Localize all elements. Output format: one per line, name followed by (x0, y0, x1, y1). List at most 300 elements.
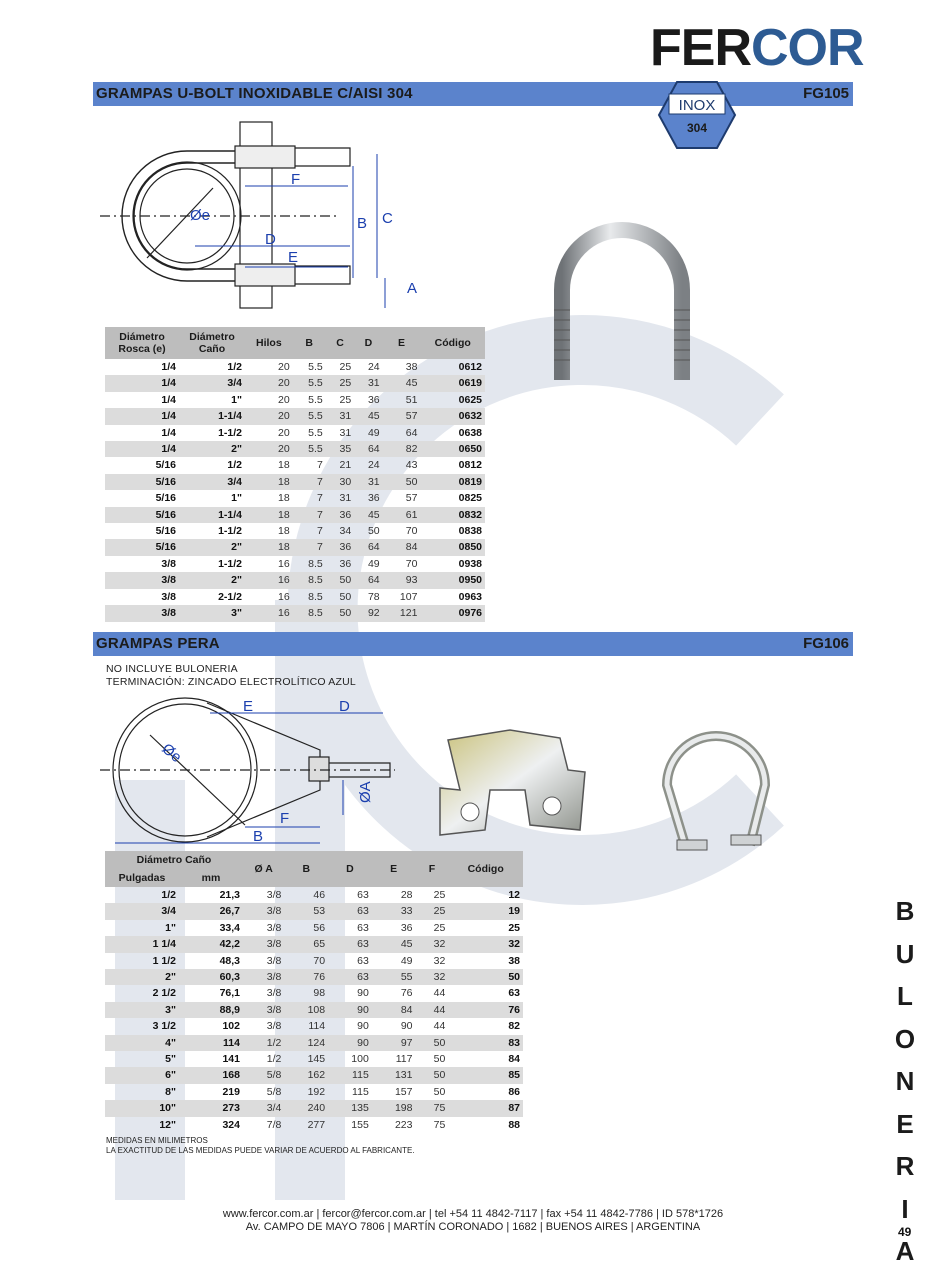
table-cell: 107 (399, 590, 418, 603)
table-cell: 3" (179, 605, 245, 621)
table-cell: 35 (326, 441, 354, 457)
table-cell: 1" (165, 921, 176, 934)
table-cell: 49 (367, 557, 380, 570)
ubolt-diagram (95, 118, 435, 318)
table-cell: 45 (354, 408, 382, 424)
table-cell: 84 (508, 1053, 520, 1066)
table-row (105, 375, 485, 391)
table-cell: 82 (383, 441, 421, 457)
table-cell: 18 (245, 507, 293, 523)
table-cell: 8" (165, 1085, 176, 1098)
table-cell: 2" (179, 572, 245, 588)
col-header: E (383, 327, 421, 359)
table-cell: 25 (326, 375, 354, 391)
table-cell: 3/8 (266, 987, 282, 1000)
table-cell: 57 (405, 492, 418, 505)
ubolt-table (105, 327, 485, 622)
pera-photo-open (430, 710, 590, 840)
note-terminacion: TERMINACIÓN: ZINCADO ELECTROLÍTICO AZUL (106, 676, 356, 688)
table-cell: 3/8 (243, 1002, 284, 1018)
table-cell: 8.5 (293, 572, 326, 588)
table-row (105, 507, 485, 523)
table-cell: 16 (277, 590, 290, 603)
table-row (105, 523, 485, 539)
table-cell: 76 (400, 987, 413, 1000)
table-cell: 64 (354, 539, 382, 555)
dim-F: F (280, 810, 290, 827)
table-cell: 84 (383, 539, 421, 555)
table-cell: 45 (372, 936, 416, 952)
dim-B: B (253, 828, 264, 845)
table-cell: 2" (179, 539, 245, 555)
table-cell: 3/8 (266, 921, 282, 934)
table-cell: 50 (326, 605, 354, 621)
table-cell: 5.5 (308, 393, 323, 406)
table-cell: 277 (307, 1118, 326, 1131)
col-header: D (328, 851, 372, 887)
table-row (105, 1100, 523, 1116)
table-cell: 12 (508, 889, 520, 901)
table-cell: 1/2 (243, 1035, 284, 1051)
pera-photo-closed (655, 675, 785, 865)
table-cell: 7 (293, 539, 326, 555)
table-cell: 102 (222, 1020, 240, 1033)
table-cell: 36 (367, 492, 380, 505)
table-cell: 219 (222, 1085, 240, 1098)
table-cell: 51 (405, 393, 418, 406)
table-cell: 18 (277, 459, 290, 472)
table-cell: 121 (383, 605, 421, 621)
table-cell: 64 (405, 426, 418, 439)
table-cell: 75 (433, 1118, 446, 1131)
table-cell: 1-1/2 (218, 557, 242, 570)
table-cell: 145 (307, 1053, 326, 1066)
dim-B: B (357, 215, 368, 232)
table-cell: 114 (179, 1035, 243, 1051)
table-cell: 90 (328, 1035, 372, 1051)
pera-table (105, 851, 523, 1133)
table-cell: 34 (339, 525, 352, 538)
table-cell: 50 (416, 1035, 449, 1051)
table-row (105, 589, 485, 605)
table-cell: 192 (307, 1085, 326, 1098)
note-no-bulonería: NO INCLUYE BULONERIA (106, 663, 238, 675)
table-row (105, 425, 485, 441)
table-cell: 8.5 (293, 605, 326, 621)
table-cell: 12" (159, 1118, 176, 1131)
table-cell: 60,3 (179, 969, 243, 985)
table-cell: 90 (328, 1002, 372, 1018)
table-cell: 18 (245, 539, 293, 555)
table-cell: 88 (508, 1118, 520, 1131)
table-cell: 46 (313, 889, 326, 901)
table-cell: 90 (357, 987, 369, 1000)
badge-line2: 304 (686, 121, 708, 135)
table-cell: 162 (284, 1067, 328, 1083)
table-cell: 63 (357, 954, 369, 967)
table-cell: 0850 (420, 539, 485, 555)
table-cell: 98 (313, 987, 326, 1000)
table-cell: 20 (245, 408, 293, 424)
table-row (105, 1035, 523, 1051)
table-cell: 53 (284, 903, 328, 919)
footer-address: Av. CAMPO DE MAYO 7806 | MARTÍN CORONADO | 1682 | BUENOS AIRES | ARGENTINA (245, 1221, 701, 1233)
table-cell: 33 (372, 903, 416, 919)
col-header: Código (420, 327, 485, 359)
dim-D: D (339, 698, 350, 715)
table-cell: 5/16 (105, 507, 179, 523)
table-cell: 82 (508, 1020, 520, 1033)
table-cell: 38 (405, 361, 418, 373)
table-cell: 5/16 (155, 492, 176, 505)
table-cell: 223 (394, 1118, 413, 1131)
table-cell: 57 (383, 408, 421, 424)
table-cell: 25 (339, 393, 352, 406)
table-cell: 32 (433, 954, 446, 967)
table-cell: 63 (508, 987, 520, 1000)
table-cell: 0612 (458, 361, 482, 373)
section-header-ubolt (93, 82, 853, 106)
table-cell: 0938 (458, 557, 482, 570)
dim-E: E (243, 698, 254, 715)
table-cell: 1" (231, 393, 242, 406)
table-cell: 44 (416, 1002, 449, 1018)
side-label-buloneria: B U L O N E R I A (894, 896, 916, 1266)
col-header: D (354, 327, 382, 359)
col-header: B (293, 327, 326, 359)
table-cell: 33,4 (219, 921, 240, 934)
table-row (105, 920, 523, 936)
table-cell: 25 (416, 903, 449, 919)
table-cell: 7 (293, 507, 326, 523)
section-title: GRAMPAS PERA (96, 635, 220, 652)
table-cell: 18 (277, 492, 290, 505)
table-cell: 1/4 (161, 426, 176, 439)
table-row (105, 392, 485, 408)
section-code: FG105 (803, 85, 849, 102)
table-cell: 8.5 (308, 557, 323, 570)
table-cell: 5/8 (266, 1085, 282, 1098)
table-cell: 5.5 (308, 426, 323, 439)
table-cell: 64 (354, 441, 382, 457)
table-row (105, 936, 523, 952)
table-cell: 63 (328, 903, 372, 919)
table-cell: 25 (339, 361, 352, 373)
table-cell: 64 (354, 572, 382, 588)
table-cell: 20 (277, 426, 290, 439)
table-cell: 155 (351, 1118, 369, 1131)
table-cell: 1/2 (227, 459, 242, 472)
table-cell: 1-1/4 (179, 507, 245, 523)
table-cell: 50 (367, 525, 380, 538)
col-group-header: Diámetro Caño (105, 851, 243, 869)
table-cell: 18 (277, 525, 290, 538)
table-cell: 50 (326, 572, 354, 588)
section-title: GRAMPAS U-BOLT INOXIDABLE C/AISI 304 (96, 85, 413, 102)
table-cell: 324 (222, 1118, 240, 1131)
table-cell: 0650 (420, 441, 485, 457)
table-cell: 1 1/2 (152, 954, 176, 967)
table-cell: 75 (416, 1100, 449, 1116)
dim-C: C (382, 210, 393, 227)
col-header: F (416, 851, 449, 887)
table-cell: 20 (277, 393, 290, 406)
section-code: FG106 (803, 635, 849, 652)
table-cell: 5.5 (293, 375, 326, 391)
table-cell: 76 (284, 969, 328, 985)
col-header: Ø A (243, 851, 284, 887)
table-cell: 50 (416, 1067, 449, 1083)
table-cell: 0619 (420, 375, 485, 391)
table-row (105, 887, 523, 903)
table-cell: 16 (277, 557, 290, 570)
table-cell: 43 (405, 459, 418, 472)
foot-note-exactitud: LA EXACTITUD DE LAS MEDIDAS PUEDE VARIAR DE ACUERDO AL FABRICANTE. (106, 1146, 415, 1155)
table-cell: 0819 (420, 474, 485, 490)
table-row (105, 605, 485, 621)
dim-diameter: Øe (190, 207, 211, 224)
table-cell: 3/8 (266, 1020, 282, 1033)
table-cell: 87 (448, 1100, 523, 1116)
table-cell: 108 (284, 1002, 328, 1018)
table-cell: 198 (372, 1100, 416, 1116)
table-row (105, 572, 485, 588)
table-cell: 3/8 (105, 605, 179, 621)
table-cell: 63 (357, 889, 369, 901)
table-cell: 124 (284, 1035, 328, 1051)
table-cell: 1/4 (105, 441, 179, 457)
table-cell: 20 (245, 441, 293, 457)
table-cell: 141 (222, 1053, 240, 1066)
table-cell: 1/4 (161, 361, 176, 373)
table-cell: 5/16 (105, 474, 179, 490)
table-cell: 3/8 (105, 572, 179, 588)
table-cell: 84 (372, 1002, 416, 1018)
table-cell: 3/4 (105, 903, 179, 919)
table-cell: 115 (352, 1085, 369, 1098)
dim-E: E (288, 249, 299, 266)
table-row (105, 1018, 523, 1034)
table-cell: 70 (313, 954, 326, 967)
dim-A: A (407, 280, 418, 297)
table-cell: 90 (400, 1020, 413, 1033)
table-cell: 7 (316, 525, 323, 538)
col-header: E (372, 851, 416, 887)
footer-contact: www.fercor.com.ar | fercor@fercor.com.ar | tel +54 11 4842-7117 | fax +54 11 4842-7786 | ID 578*1726 (222, 1208, 724, 1220)
table-cell: 10" (105, 1100, 179, 1116)
table-cell: 5/8 (243, 1067, 284, 1083)
table-cell: 36 (326, 507, 354, 523)
foot-note-medidas: MEDIDAS EN MILIMETROS (106, 1136, 208, 1145)
inox-304-badge (657, 80, 737, 150)
table-cell: 55 (372, 969, 416, 985)
table-cell: 3 1/2 (152, 1020, 176, 1033)
table-cell: 50 (383, 474, 421, 490)
dim-D: D (265, 231, 276, 248)
dim-A: ØA (357, 781, 374, 803)
table-cell: 36 (326, 539, 354, 555)
table-cell: 1/4 (105, 408, 179, 424)
col-subheader: mm (179, 869, 243, 887)
table-cell: 3/4 (179, 375, 245, 391)
table-cell: 1 1/4 (105, 936, 179, 952)
table-cell: 31 (326, 408, 354, 424)
table-cell: 97 (372, 1035, 416, 1051)
ubolt-photo (540, 210, 710, 395)
table-cell: 0632 (420, 408, 485, 424)
table-cell: 88,9 (179, 1002, 243, 1018)
col-subheader: Pulgadas (105, 869, 179, 887)
table-cell: 31 (354, 474, 382, 490)
table-cell: 1-1/2 (218, 525, 242, 538)
table-cell: 90 (357, 1020, 369, 1033)
table-cell: 36 (367, 393, 380, 406)
table-cell: 38 (508, 954, 520, 967)
table-cell: 92 (354, 605, 382, 621)
table-row (105, 490, 485, 506)
table-cell: 3" (105, 1002, 179, 1018)
table-cell: 44 (433, 987, 446, 1000)
table-row (105, 1117, 523, 1133)
dim-diameter: Øe (158, 740, 185, 767)
fercor-logo: FERCOR (650, 19, 864, 77)
table-cell: 32 (448, 936, 523, 952)
table-cell: 56 (313, 921, 326, 934)
col-header: Código (448, 851, 523, 887)
table-cell: 1-1/4 (179, 408, 245, 424)
table-cell: 5.5 (308, 361, 323, 373)
table-cell: 31 (339, 492, 352, 505)
table-cell: 117 (395, 1053, 413, 1066)
table-cell: 5/16 (155, 459, 176, 472)
table-cell: 63 (357, 921, 369, 934)
table-cell: 26,7 (179, 903, 243, 919)
table-cell: 61 (383, 507, 421, 523)
table-cell: 0625 (458, 393, 482, 406)
table-cell: 7/8 (266, 1118, 282, 1131)
table-cell: 45 (354, 507, 382, 523)
table-cell: 5.5 (293, 408, 326, 424)
table-cell: 157 (394, 1085, 413, 1098)
table-row (105, 1002, 523, 1018)
table-cell: 1/2 (266, 1053, 282, 1066)
table-cell: 3/4 (179, 474, 245, 490)
table-row (105, 1051, 523, 1067)
table-cell: 0832 (420, 507, 485, 523)
table-cell: 20 (245, 375, 293, 391)
table-cell: 36 (400, 921, 413, 934)
table-cell: 65 (284, 936, 328, 952)
table-cell: 21 (339, 459, 352, 472)
table-cell: 25 (433, 921, 446, 934)
table-cell: 83 (448, 1035, 523, 1051)
table-cell: 25 (508, 921, 520, 934)
table-cell: 70 (405, 525, 418, 538)
table-cell: 32 (416, 969, 449, 985)
table-cell: 31 (354, 375, 382, 391)
table-row (105, 457, 485, 473)
table-cell: 2" (179, 441, 245, 457)
table-cell: 8.5 (308, 590, 323, 603)
table-row (105, 969, 523, 985)
table-cell: 1/2 (161, 889, 176, 901)
table-cell: 76 (448, 1002, 523, 1018)
table-cell: 50 (433, 1085, 446, 1098)
table-cell: 1-1/2 (218, 426, 242, 439)
table-row (105, 1067, 523, 1083)
table-cell: 2" (105, 969, 179, 985)
table-cell: 3/8 (161, 557, 176, 570)
table-row (105, 474, 485, 490)
table-cell: 48,3 (219, 954, 240, 967)
col-header: Hilos (245, 327, 293, 359)
table-row (105, 985, 523, 1001)
col-header: Diámetro Rosca (e) (105, 327, 179, 359)
table-cell: 5/16 (105, 539, 179, 555)
table-cell: 50 (433, 1053, 446, 1066)
dim-F: F (291, 171, 301, 188)
table-cell: 7 (316, 459, 323, 472)
badge-line1: INOX (678, 97, 716, 114)
table-cell: 240 (284, 1100, 328, 1116)
table-cell: 3/8 (266, 954, 282, 967)
table-row (105, 359, 485, 375)
table-cell: 5" (165, 1053, 176, 1066)
table-cell: 1/4 (161, 393, 176, 406)
table-cell: 63 (328, 969, 372, 985)
table-cell: 93 (383, 572, 421, 588)
table-cell: 100 (351, 1053, 369, 1066)
table-cell: 7 (293, 474, 326, 490)
table-cell: 114 (308, 1020, 326, 1033)
table-cell: 32 (416, 936, 449, 952)
table-cell: 3/8 (243, 903, 284, 919)
table-cell: 0950 (420, 572, 485, 588)
table-row (105, 953, 523, 969)
table-cell: 3/8 (243, 936, 284, 952)
table-cell: 3/8 (266, 889, 282, 901)
table-cell: 19 (448, 903, 523, 919)
table-cell: 16 (245, 605, 293, 621)
table-cell: 168 (179, 1067, 243, 1083)
table-cell: 3/4 (243, 1100, 284, 1116)
table-cell: 85 (448, 1067, 523, 1083)
table-row (105, 903, 523, 919)
table-cell: 49 (400, 954, 413, 967)
table-cell: 63 (328, 936, 372, 952)
table-cell: 78 (367, 590, 380, 603)
table-cell: 21,3 (219, 889, 240, 901)
table-row (105, 1084, 523, 1100)
pera-diagram (95, 695, 415, 850)
table-cell: 4" (105, 1035, 179, 1051)
table-cell: 18 (245, 474, 293, 490)
table-cell: 115 (328, 1067, 372, 1083)
table-cell: 3/8 (243, 969, 284, 985)
table-row (105, 556, 485, 572)
table-cell: 0825 (458, 492, 482, 505)
table-cell: 0963 (458, 590, 482, 603)
table-cell: 25 (433, 889, 446, 901)
page-number: 49 (898, 1225, 912, 1239)
table-cell: 20 (277, 361, 290, 373)
table-cell: 2-1/2 (218, 590, 242, 603)
col-header: Diámetro Caño (179, 327, 245, 359)
table-cell: 16 (245, 572, 293, 588)
table-row (105, 539, 485, 555)
table-cell: 24 (367, 459, 380, 472)
table-cell: 36 (339, 557, 352, 570)
